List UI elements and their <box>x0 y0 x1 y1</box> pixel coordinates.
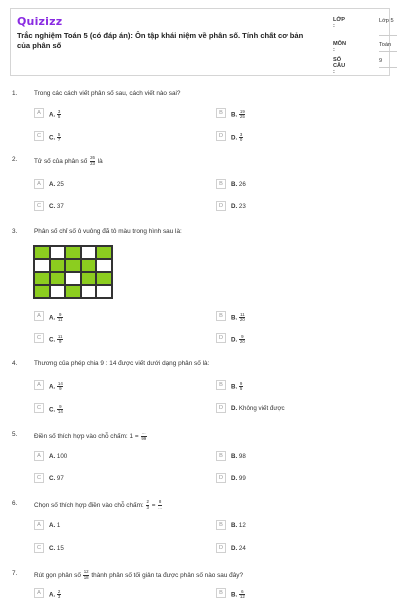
option-value: 99 <box>238 474 246 482</box>
question-fraction <box>146 500 149 510</box>
option-letter: D <box>216 473 226 483</box>
class-value: Lớp 5 <box>379 18 394 24</box>
question-text: Phân số chỉ số ô vuông đã tô màu trong hình sau là: <box>34 228 182 235</box>
numerator: 12 <box>83 569 89 574</box>
option-fraction <box>239 110 245 120</box>
class-label: LỚP : <box>333 17 345 29</box>
option-prefix: D. <box>231 404 238 412</box>
option-fraction <box>57 405 63 415</box>
subject-value: Toán <box>379 42 392 48</box>
option-fraction <box>239 133 242 143</box>
numerator: 9 <box>58 311 62 317</box>
shaded-cell <box>34 272 50 285</box>
option-prefix: C. <box>49 134 56 142</box>
option-letter: A <box>34 588 44 598</box>
option-letter: A <box>34 451 44 461</box>
denominator: 5 <box>57 114 61 120</box>
denominator: 3 <box>146 504 149 510</box>
numerator: 6 <box>241 588 244 594</box>
question-text: Điền số thích hợp vào chỗ chấm: 1 = $\frac{...}{99}$ <box>34 430 147 441</box>
question-text: Rút gọn phân số $\frac{12}{18}$ thành phân số tối giản ta được phân số nào sau đây? <box>34 569 244 580</box>
option-prefix: D. <box>231 336 238 344</box>
shaded-cell <box>65 259 81 272</box>
option-value: 25 <box>56 180 64 188</box>
shaded-cell <box>50 272 66 285</box>
option-prefix: A. <box>49 111 56 119</box>
option-letter: A <box>34 520 44 530</box>
option-prefix: A. <box>49 383 56 391</box>
subject-rule <box>379 51 397 52</box>
numerator: 9 <box>239 380 243 386</box>
numerator: 9 <box>241 333 244 339</box>
option-value: 100 <box>56 452 68 460</box>
option-fraction <box>239 313 245 323</box>
option-value: 12 <box>238 521 246 529</box>
option-letter: A <box>34 311 44 321</box>
question-text: Chọn số thích hợp điền vào chỗ chấm: $\frac{2}{3}$ = $\frac{8}{...}$ <box>34 499 162 510</box>
option-letter: A <box>34 179 44 189</box>
option-prefix: C. <box>49 474 56 482</box>
numerator: 11 <box>57 333 63 339</box>
numerator: 26 <box>90 155 95 160</box>
option-value: Không viết được <box>238 404 285 412</box>
shaded-cell <box>50 259 66 272</box>
blank-cell <box>50 246 66 259</box>
denominator: 5 <box>239 386 243 392</box>
option-fraction <box>57 313 63 323</box>
question-fraction <box>83 570 89 580</box>
option-prefix: C. <box>49 544 56 552</box>
numerator: 2 <box>146 499 149 504</box>
question-number: 1. <box>12 90 18 97</box>
option-prefix: A. <box>49 521 56 529</box>
denominator: 20 <box>239 339 245 345</box>
option-prefix: B. <box>231 452 238 460</box>
option-letter: B <box>216 380 226 390</box>
option-letter: B <box>216 520 226 530</box>
option-letter: C <box>34 131 44 141</box>
numerator: 5 <box>57 131 61 137</box>
denominator: 99 <box>141 435 147 441</box>
option-fraction <box>57 133 60 143</box>
question-fraction <box>141 431 147 441</box>
question-number: 3. <box>12 228 18 235</box>
option-value: 23 <box>238 202 246 210</box>
option-prefix: A. <box>49 452 56 460</box>
numerator: 3 <box>239 131 243 137</box>
option-value: 98 <box>238 452 246 460</box>
option-prefix: D. <box>231 474 238 482</box>
option-prefix: D. <box>231 134 238 142</box>
option-prefix: D. <box>231 544 238 552</box>
blank-cell <box>81 285 97 298</box>
shaded-squares-grid <box>33 245 113 299</box>
denominator: 18 <box>83 574 89 580</box>
option-letter: D <box>216 201 226 211</box>
document-header <box>10 8 394 76</box>
question-text: Thương của phép chia 9 : 14 được viết dưới dạng phân số là: <box>34 360 210 367</box>
option-prefix: B. <box>231 180 238 188</box>
numerator: 8 <box>158 499 162 504</box>
option-prefix: A. <box>49 591 56 599</box>
denominator: 11 <box>57 317 63 323</box>
option-fraction <box>239 382 242 392</box>
option-value: 26 <box>238 180 246 188</box>
numerator: ... <box>141 430 146 435</box>
count-rule <box>379 67 397 68</box>
question-number: 5. <box>12 431 18 438</box>
denominator: ... <box>158 504 162 510</box>
option-prefix: C. <box>49 406 56 414</box>
option-prefix: B. <box>231 111 238 119</box>
option-value: 1 <box>56 521 61 529</box>
question-number: 7. <box>12 570 18 577</box>
option-letter: B <box>216 108 226 118</box>
option-letter: D <box>216 543 226 553</box>
denominator: 0 <box>239 137 243 143</box>
shaded-cell <box>34 285 50 298</box>
shaded-cell <box>96 246 112 259</box>
option-value: 24 <box>238 544 246 552</box>
option-fraction <box>239 590 245 600</box>
option-letter: C <box>34 543 44 553</box>
numerator: 11 <box>240 311 245 317</box>
question-text: Tử số của phân số $\frac{26}{23}$ là <box>34 155 103 166</box>
option-letter: C <box>34 333 44 343</box>
option-prefix: B. <box>231 383 238 391</box>
blank-cell <box>81 246 97 259</box>
option-prefix: B. <box>231 591 238 599</box>
count-value: 9 <box>379 58 383 64</box>
blank-cell <box>96 259 112 272</box>
count-label: SỐ CÂU : <box>333 57 346 75</box>
option-letter: C <box>34 473 44 483</box>
denominator: 25 <box>239 114 245 120</box>
subject-label: MÔN : <box>333 41 347 53</box>
numerator: 2 <box>57 588 61 594</box>
option-prefix: D. <box>231 202 238 210</box>
option-prefix: B. <box>231 521 238 529</box>
shaded-cell <box>81 272 97 285</box>
denominator: 14 <box>57 409 63 415</box>
option-value: 15 <box>56 544 64 552</box>
question-number: 6. <box>12 500 18 507</box>
option-letter: C <box>34 403 44 413</box>
option-letter: A <box>34 380 44 390</box>
numerator: 14 <box>57 380 63 386</box>
question-number: 2. <box>12 156 18 163</box>
shaded-cell <box>34 246 50 259</box>
denominator: 20 <box>239 317 245 323</box>
denominator: 9 <box>59 386 62 392</box>
option-fraction <box>57 382 63 392</box>
quizizz-logo: Quizizz <box>17 15 63 28</box>
question-number: 4. <box>12 360 18 367</box>
numerator: 19 <box>239 108 245 114</box>
numerator: 9 <box>59 403 62 409</box>
option-fraction <box>57 110 60 120</box>
shaded-cell <box>81 259 97 272</box>
blank-cell <box>34 259 50 272</box>
question-fraction-2 <box>158 500 163 510</box>
option-value: 97 <box>56 474 64 482</box>
option-letter: D <box>216 131 226 141</box>
blank-cell <box>65 272 81 285</box>
option-fraction <box>57 335 63 345</box>
option-fraction <box>239 335 245 345</box>
option-value: 37 <box>56 202 64 210</box>
numerator: 3 <box>57 108 61 114</box>
option-letter: D <box>216 333 226 343</box>
document-title: Trắc nghiệm Toán 5 (có đáp án): Ôn tập khái niệm về phân số. Tính chất cơ bản của phân số <box>17 31 304 50</box>
blank-cell <box>96 285 112 298</box>
option-letter: C <box>34 201 44 211</box>
option-prefix: C. <box>49 336 56 344</box>
option-prefix: A. <box>49 314 56 322</box>
option-letter: A <box>34 108 44 118</box>
option-fraction <box>57 590 60 600</box>
option-prefix: A. <box>49 180 56 188</box>
option-letter: B <box>216 451 226 461</box>
denominator: 9 <box>58 339 62 345</box>
question-fraction <box>90 156 96 166</box>
option-prefix: B. <box>231 314 238 322</box>
option-letter: B <box>216 311 226 321</box>
shaded-cell <box>96 272 112 285</box>
denominator: 23 <box>90 160 95 166</box>
option-prefix: C. <box>49 202 56 210</box>
option-letter: D <box>216 403 226 413</box>
option-letter: B <box>216 588 226 598</box>
class-rule <box>379 35 397 36</box>
question-text: Trong các cách viết phân số sau, cách viết nào sai? <box>34 90 181 97</box>
shaded-cell <box>65 285 81 298</box>
denominator: 7 <box>57 137 61 143</box>
denominator: 12 <box>239 594 245 600</box>
shaded-cell <box>65 246 81 259</box>
denominator: 3 <box>57 594 61 600</box>
option-letter: B <box>216 179 226 189</box>
blank-cell <box>50 285 66 298</box>
